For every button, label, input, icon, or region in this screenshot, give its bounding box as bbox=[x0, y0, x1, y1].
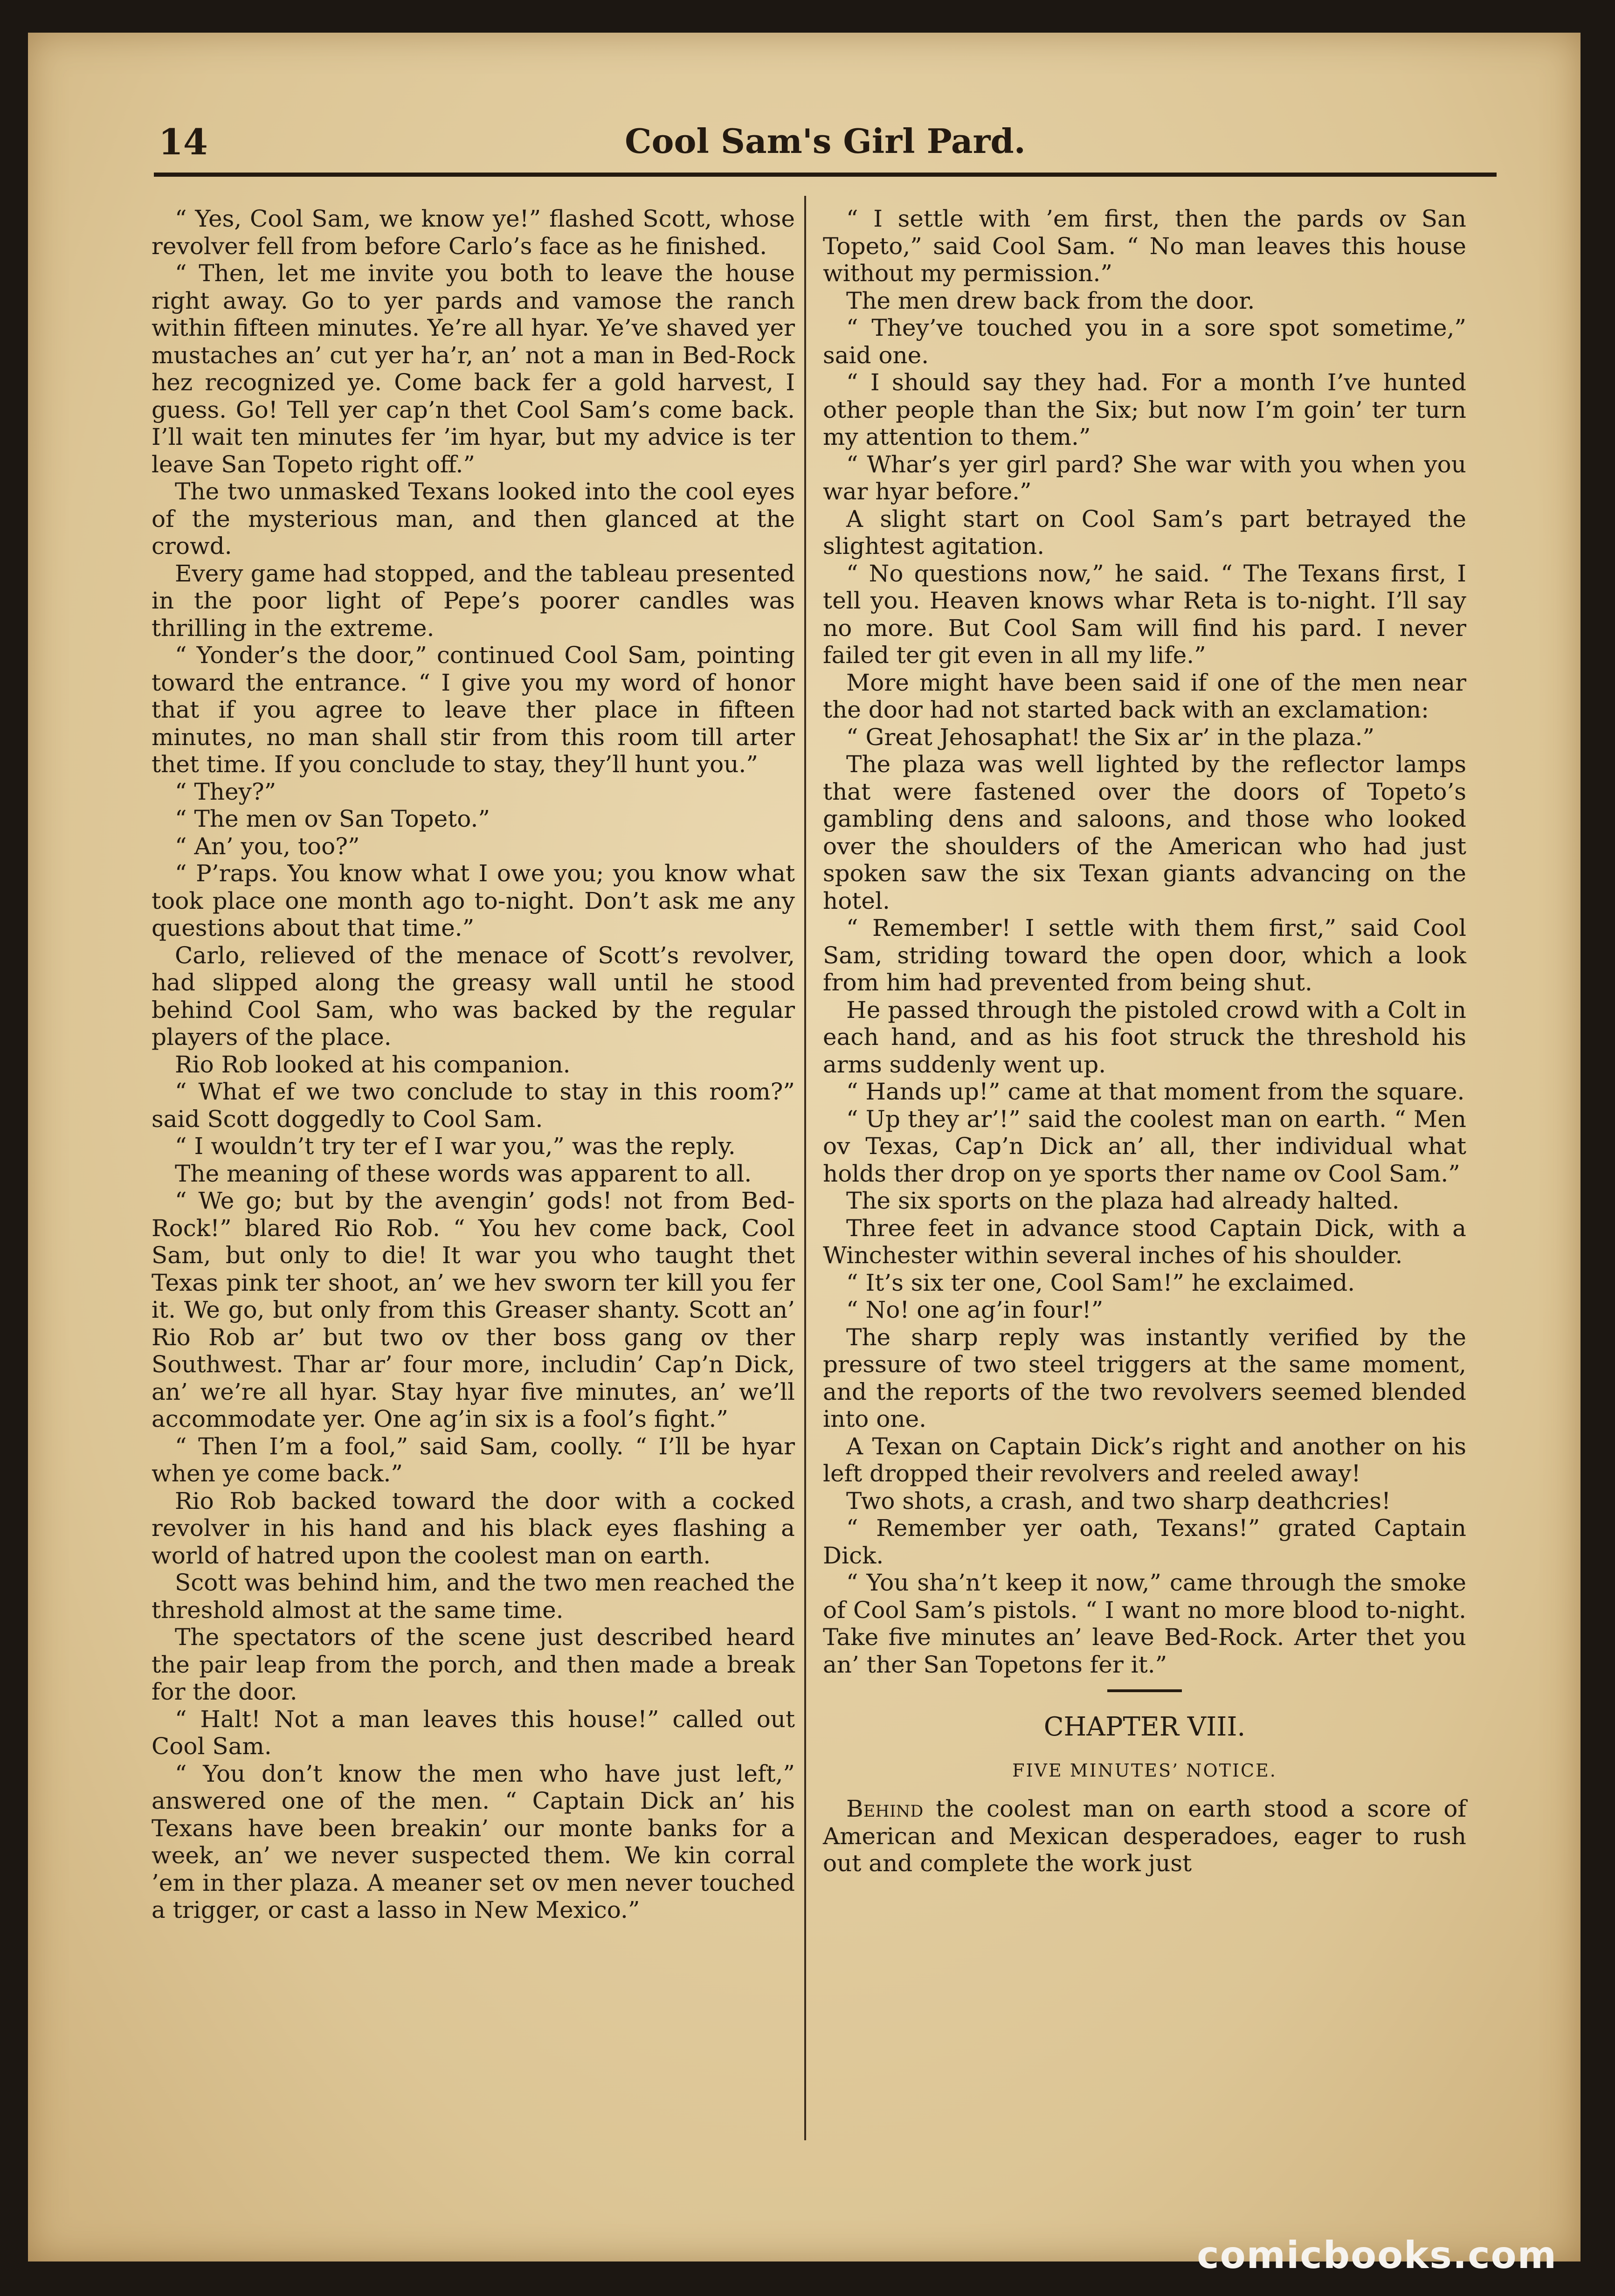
column-divider bbox=[804, 196, 806, 2140]
paragraph: “ Yes, Cool Sam, we know ye!” flashed Scott, whose revolver fell from before Carlo’s face as he finished. bbox=[152, 205, 795, 260]
paragraph: “ I wouldn’t try ter ef I war you,” was the reply. bbox=[175, 1133, 736, 1160]
chapter-title: CHAPTER VIII. bbox=[1043, 1712, 1246, 1742]
paragraph: Rio Rob looked at his companion. bbox=[175, 1051, 571, 1078]
section-rule bbox=[1107, 1689, 1182, 1692]
paragraph: He passed through the pistoled crowd with a Colt in each hand, and as his foot struck the threshold his arms suddenly went up. bbox=[823, 996, 1466, 1078]
paragraph: “ No questions now,” he said. “ The Texans first, I tell you. Heaven knows whar Reta is to-night. I’ll say no more. But Cool Sam will find his pard. I never failed ter git even in all my life.” bbox=[823, 560, 1466, 669]
paragraph: A Texan on Captain Dick’s right and another on his left dropped their revolvers and reeled away! bbox=[823, 1432, 1466, 1487]
paragraph: “ Halt! Not a man leaves this house!” called out Cool Sam. bbox=[152, 1705, 795, 1760]
header-rule bbox=[154, 173, 1497, 177]
paragraph: “ I settle with ’em first, then the pards ov San Topeto,” said Cool Sam. “ No man leaves this house without my permission.” bbox=[823, 205, 1466, 287]
paragraph: “ I should say they had. For a month I’ve hunted other people than the Six; but now I’m goin’ ter turn my attention to them.” bbox=[823, 369, 1466, 450]
punch-hole bbox=[1585, 485, 1607, 506]
paragraph: More might have been said if one of the men near the door had not started back with an exclamation: bbox=[823, 669, 1466, 723]
page-header bbox=[159, 103, 1492, 173]
paragraph: “ You sha’n’t keep it now,” came through the smoke of Cool Sam’s pistols. “ I want no more blood to-night. Take five minutes an’ leave Bed-Rock. Arter thet you an’ ther San Topetons fer it.” bbox=[823, 1569, 1466, 1678]
paragraph: “ Then, let me invite you both to leave the house right away. Go to yer pards and vamose the ranch within fifteen minutes. Ye’re all hyar. Ye’ve shaved yer mustaches an’ cut yer ha’r, an’ not a man in Bed-Rock hez recognized ye. Come back fer a gold harvest, I guess. Go! Tell yer cap’n thet Cool Sam’s come back. I’ll wait ten minutes fer ’im hyar, but my advice is ter leave San Topeto right off.” bbox=[152, 260, 795, 478]
paragraph: “ They’ve touched you in a sore spot sometime,” said one. bbox=[823, 314, 1466, 369]
paragraph: The six sports on the plaza had already halted. bbox=[846, 1187, 1400, 1214]
paragraph: “ It’s six ter one, Cool Sam!” he exclaimed. bbox=[846, 1269, 1355, 1296]
paragraph: A slight start on Cool Sam’s part betrayed the slightest agitation. bbox=[823, 505, 1466, 560]
paragraph: “ Great Jehosaphat! the Six ar’ in the plaza.” bbox=[846, 723, 1375, 751]
paragraph: Two shots, a crash, and two sharp deathcries! bbox=[846, 1487, 1391, 1515]
paragraph: Three feet in advance stood Captain Dick, with a Winchester within several inches of his shoulder. bbox=[823, 1214, 1466, 1269]
paragraph: “ Yonder’s the door,” continued Cool Sam, pointing toward the entrance. “ I give you my word of honor that if you agree to leave ther place in fifteen minutes, no man shall stir from this room till arter thet time. If you conclude to stay, they’ll hunt you.” bbox=[152, 642, 795, 778]
paragraph: “ Then I’m a fool,” said Sam, coolly. “ I’ll be hyar when ye come back.” bbox=[152, 1432, 795, 1487]
paragraph: The men drew back from the door. bbox=[846, 287, 1255, 314]
right-column bbox=[823, 205, 1466, 1877]
chapter-subtitle: FIVE MINUTES’ NOTICE. bbox=[1012, 1760, 1277, 1781]
paragraph: “ They?” bbox=[175, 778, 276, 805]
paragraph: “ The men ov San Topeto.” bbox=[175, 805, 490, 832]
paragraph: Rio Rob backed toward the door with a cocked revolver in his hand and his black eyes flashing a world of hatred upon the coolest man on earth. bbox=[152, 1487, 795, 1569]
punch-hole bbox=[1585, 1119, 1607, 1141]
running-title: Cool Sam's Girl Pard. bbox=[625, 121, 1026, 161]
paragraph: “ Remember yer oath, Texans!” grated Captain Dick. bbox=[823, 1515, 1466, 1569]
watermark: comicbooks.com bbox=[1197, 2234, 1557, 2277]
paragraph: The two unmasked Texans looked into the cool eyes of the mysterious man, and then glanced at the crowd. bbox=[152, 478, 795, 560]
magazine-page bbox=[28, 33, 1580, 2261]
paragraph: “ No! one ag’in four!” bbox=[846, 1296, 1104, 1323]
paragraph: “ Whar’s yer girl pard? She war with you when you war hyar before.” bbox=[823, 450, 1466, 505]
paragraph: “ An’ you, too?” bbox=[175, 832, 360, 860]
left-column bbox=[152, 205, 795, 1924]
paragraph: “ Remember! I settle with them first,” said Cool Sam, striding toward the open door, which a look from him had prevented from being shut. bbox=[823, 914, 1466, 996]
paragraph: “ P’raps. You know what I owe you; you know what took place one month ago to-night. Don’t ask me any questions about that time.” bbox=[152, 860, 795, 941]
paragraph: “ Hands up!” came at that moment from the square. bbox=[846, 1078, 1465, 1105]
paragraph: The plaza was well lighted by the reflector lamps that were fastened over the doors of Topeto’s gambling dens and saloons, and those who looked over the shoulders of the American who had just spoken saw the six Texan giants advancing on the hotel. bbox=[823, 751, 1466, 914]
paragraph: “ What ef we two conclude to stay in this room?” said Scott doggedly to Cool Sam. bbox=[152, 1078, 795, 1133]
paragraph: “ You don’t know the men who have just left,” answered one of the men. “ Captain Dick an’ his Texans have been breakin’ our monte banks for a week, an’ we never suspected them. We kin corral ’em in ther plaza. A meaner set ov men never touched a trigger, or cast a lasso in New Mexico.” bbox=[152, 1760, 795, 1923]
paragraph: Scott was behind him, and the two men reached the threshold almost at the same time. bbox=[152, 1569, 795, 1624]
paragraph: “ Up they ar’!” said the coolest man on earth. “ Men ov Texas, Cap’n Dick an’ all, ther individual what holds ther drop on ye sports ther name ov Cool Sam.” bbox=[823, 1105, 1466, 1187]
paragraph: The sharp reply was instantly verified by the pressure of two steel triggers at the same moment, and the reports of the two revolvers seemed blended into one. bbox=[823, 1323, 1466, 1432]
paragraph: “ We go; but by the avengin’ gods! not from Bed- Rock!” blared Rio Rob. “ You hev come back, Cool Sam, but only to die! It war you who taught thet Texas pink ter shoot, an’ we hev sworn ter kill you fer it. We go, but only from this Greaser shanty. Scott an’ Rio Rob ar’ but two ov ther boss gang ov ther Southwest. Thar ar’ four more, includin’ Cap’n Dick, an’ we’re all hyar. Stay hyar five minutes, an’ we’ll accommodate yer. One ag’in six is a fool’s fight.” bbox=[152, 1187, 795, 1432]
paragraph: Carlo, relieved of the menace of Scott’s revolver, had slipped along the greasy wall until he stood behind Cool Sam, who was backed by the regular players of the place. bbox=[152, 941, 795, 1051]
lead-in-word: Behind bbox=[846, 1795, 924, 1822]
paragraph: Every game had stopped, and the tableau presented in the poor light of Pepe’s poorer candles was thrilling in the extreme. bbox=[152, 560, 795, 642]
chapter-opening bbox=[823, 1795, 1466, 1877]
punch-hole bbox=[1585, 1972, 1607, 1994]
chapter-opening-text: the coolest man on earth stood a score of American and Mexican desperadoes, eager to rush out and complete the work just bbox=[823, 1795, 1466, 1877]
page-number: 14 bbox=[159, 121, 208, 163]
paragraph: The spectators of the scene just described heard the pair leap from the porch, and then made a break for the door. bbox=[152, 1624, 795, 1705]
paragraph: The meaning of these words was apparent to all. bbox=[175, 1160, 752, 1187]
